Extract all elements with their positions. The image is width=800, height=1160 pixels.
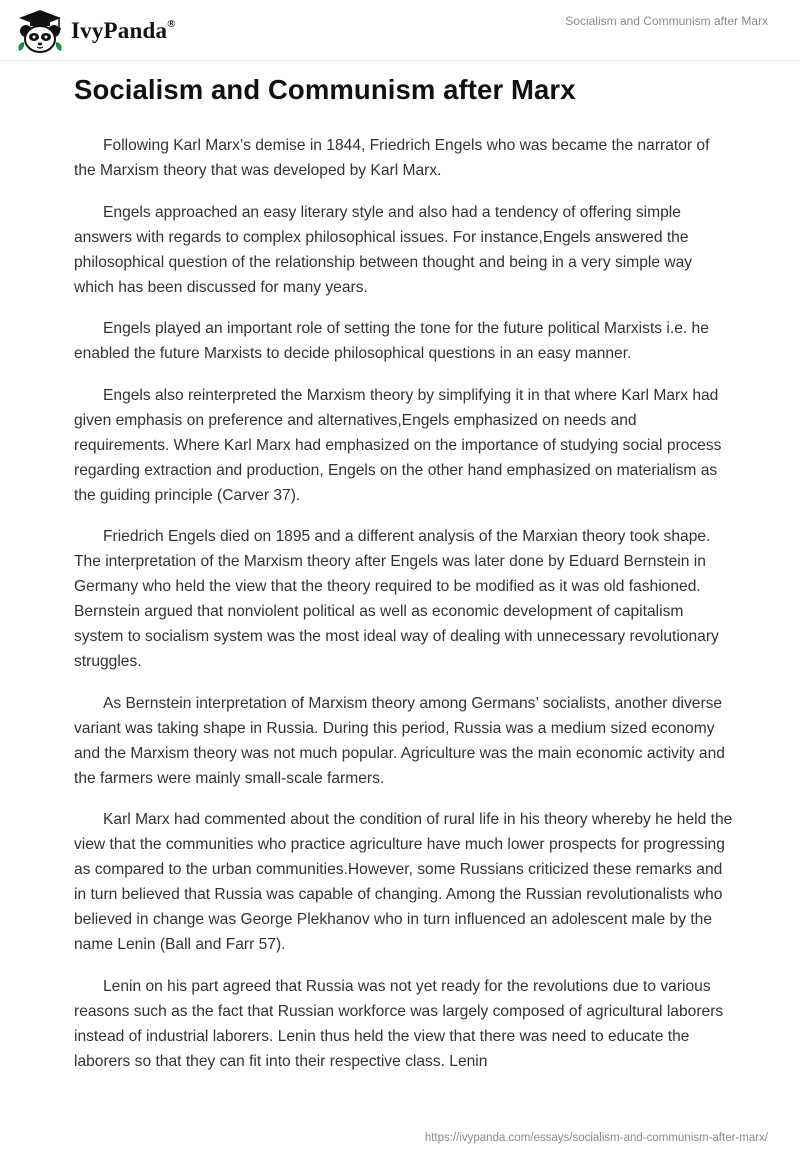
header-document-title: Socialism and Communism after Marx (565, 14, 768, 28)
article-body (74, 133, 734, 1090)
page-title: Socialism and Communism after Marx (74, 74, 576, 105)
ivypanda-logo[interactable] (15, 9, 176, 53)
article-paragraph: Friedrich Engels died on 1895 and a different analysis of the Marxian theory took shape. The interpretation of the Marxism theory after Engels was later done by Eduard Bernstein in Germany who held the view that the theory required to be modified as it was old fashioned. Bernstein argued that nonviolent political as well as economic development of capitalism system to socialism system was the most ideal way of dealing with unnecessary revolutionary struggles. (74, 528, 719, 670)
article-paragraph: Following Karl Marx’s demise in 1844, Friedrich Engels who was became the narrator of the Marxism theory that was developed by Karl Marx. (74, 137, 710, 179)
article-paragraph: Engels also reinterpreted the Marxism theory by simplifying it in that where Karl Marx had given emphasis on preference and alternatives,Engels emphasized on needs and requirements. Where Karl Marx had emphasized on the importance of studying social process regarding extraction and production, Engels on the other hand emphasized on materialism as the guiding principle (Carver 37). (74, 386, 722, 504)
article-paragraph: Lenin on his part agreed that Russia was not yet ready for the revolutions due to various reasons such as the fact that Russian workforce was largely composed of agricultural laborers instead of industrial laborers. Lenin thus held the view that there was need to educate the laborers so that they can fit into their respective class. Lenin (74, 977, 724, 1070)
article-paragraph: Karl Marx had commented about the condition of rural life in his theory whereby he held the view that the communities who practice agriculture have much lower prospects for progressing as compared to the urban communities.However, some Russians criticized these remarks and in turn believed that Russia was capable of changing. Among the Russian revolutionalists who believed in change was George Plekhanov who in turn influenced an adolescent male by the name Lenin (Ball and Farr 57). (74, 811, 733, 953)
page-header (0, 0, 800, 61)
logo-wordmark: IvyPanda® (71, 18, 176, 43)
article-paragraph: Engels approached an easy literary style and also had a tendency of offering simple answers with regards to complex philosophical issues. For instance,Engels answered the philosophical question of the relationship between thought and being in a very simple way which has been discussed for many years. (74, 203, 693, 296)
source-url-link[interactable]: https://ivypanda.com/essays/socialism-and-communism-after-marx/ (424, 1132, 768, 1144)
panda-graduation-icon (15, 9, 65, 53)
article-paragraph: As Bernstein interpretation of Marxism theory among Germans’ socialists, another diverse variant was taking shape in Russia. During this period, Russia was a medium sized economy and the Marxism theory was not much popular. Agriculture was the main economic activity and the farmers were mainly small-scale farmers. (74, 694, 725, 787)
article-paragraph: Engels played an important role of setting the tone for the future political Marxists i.e. he enabled the future Marxists to decide philosophical questions in an easy manner. (74, 320, 709, 362)
